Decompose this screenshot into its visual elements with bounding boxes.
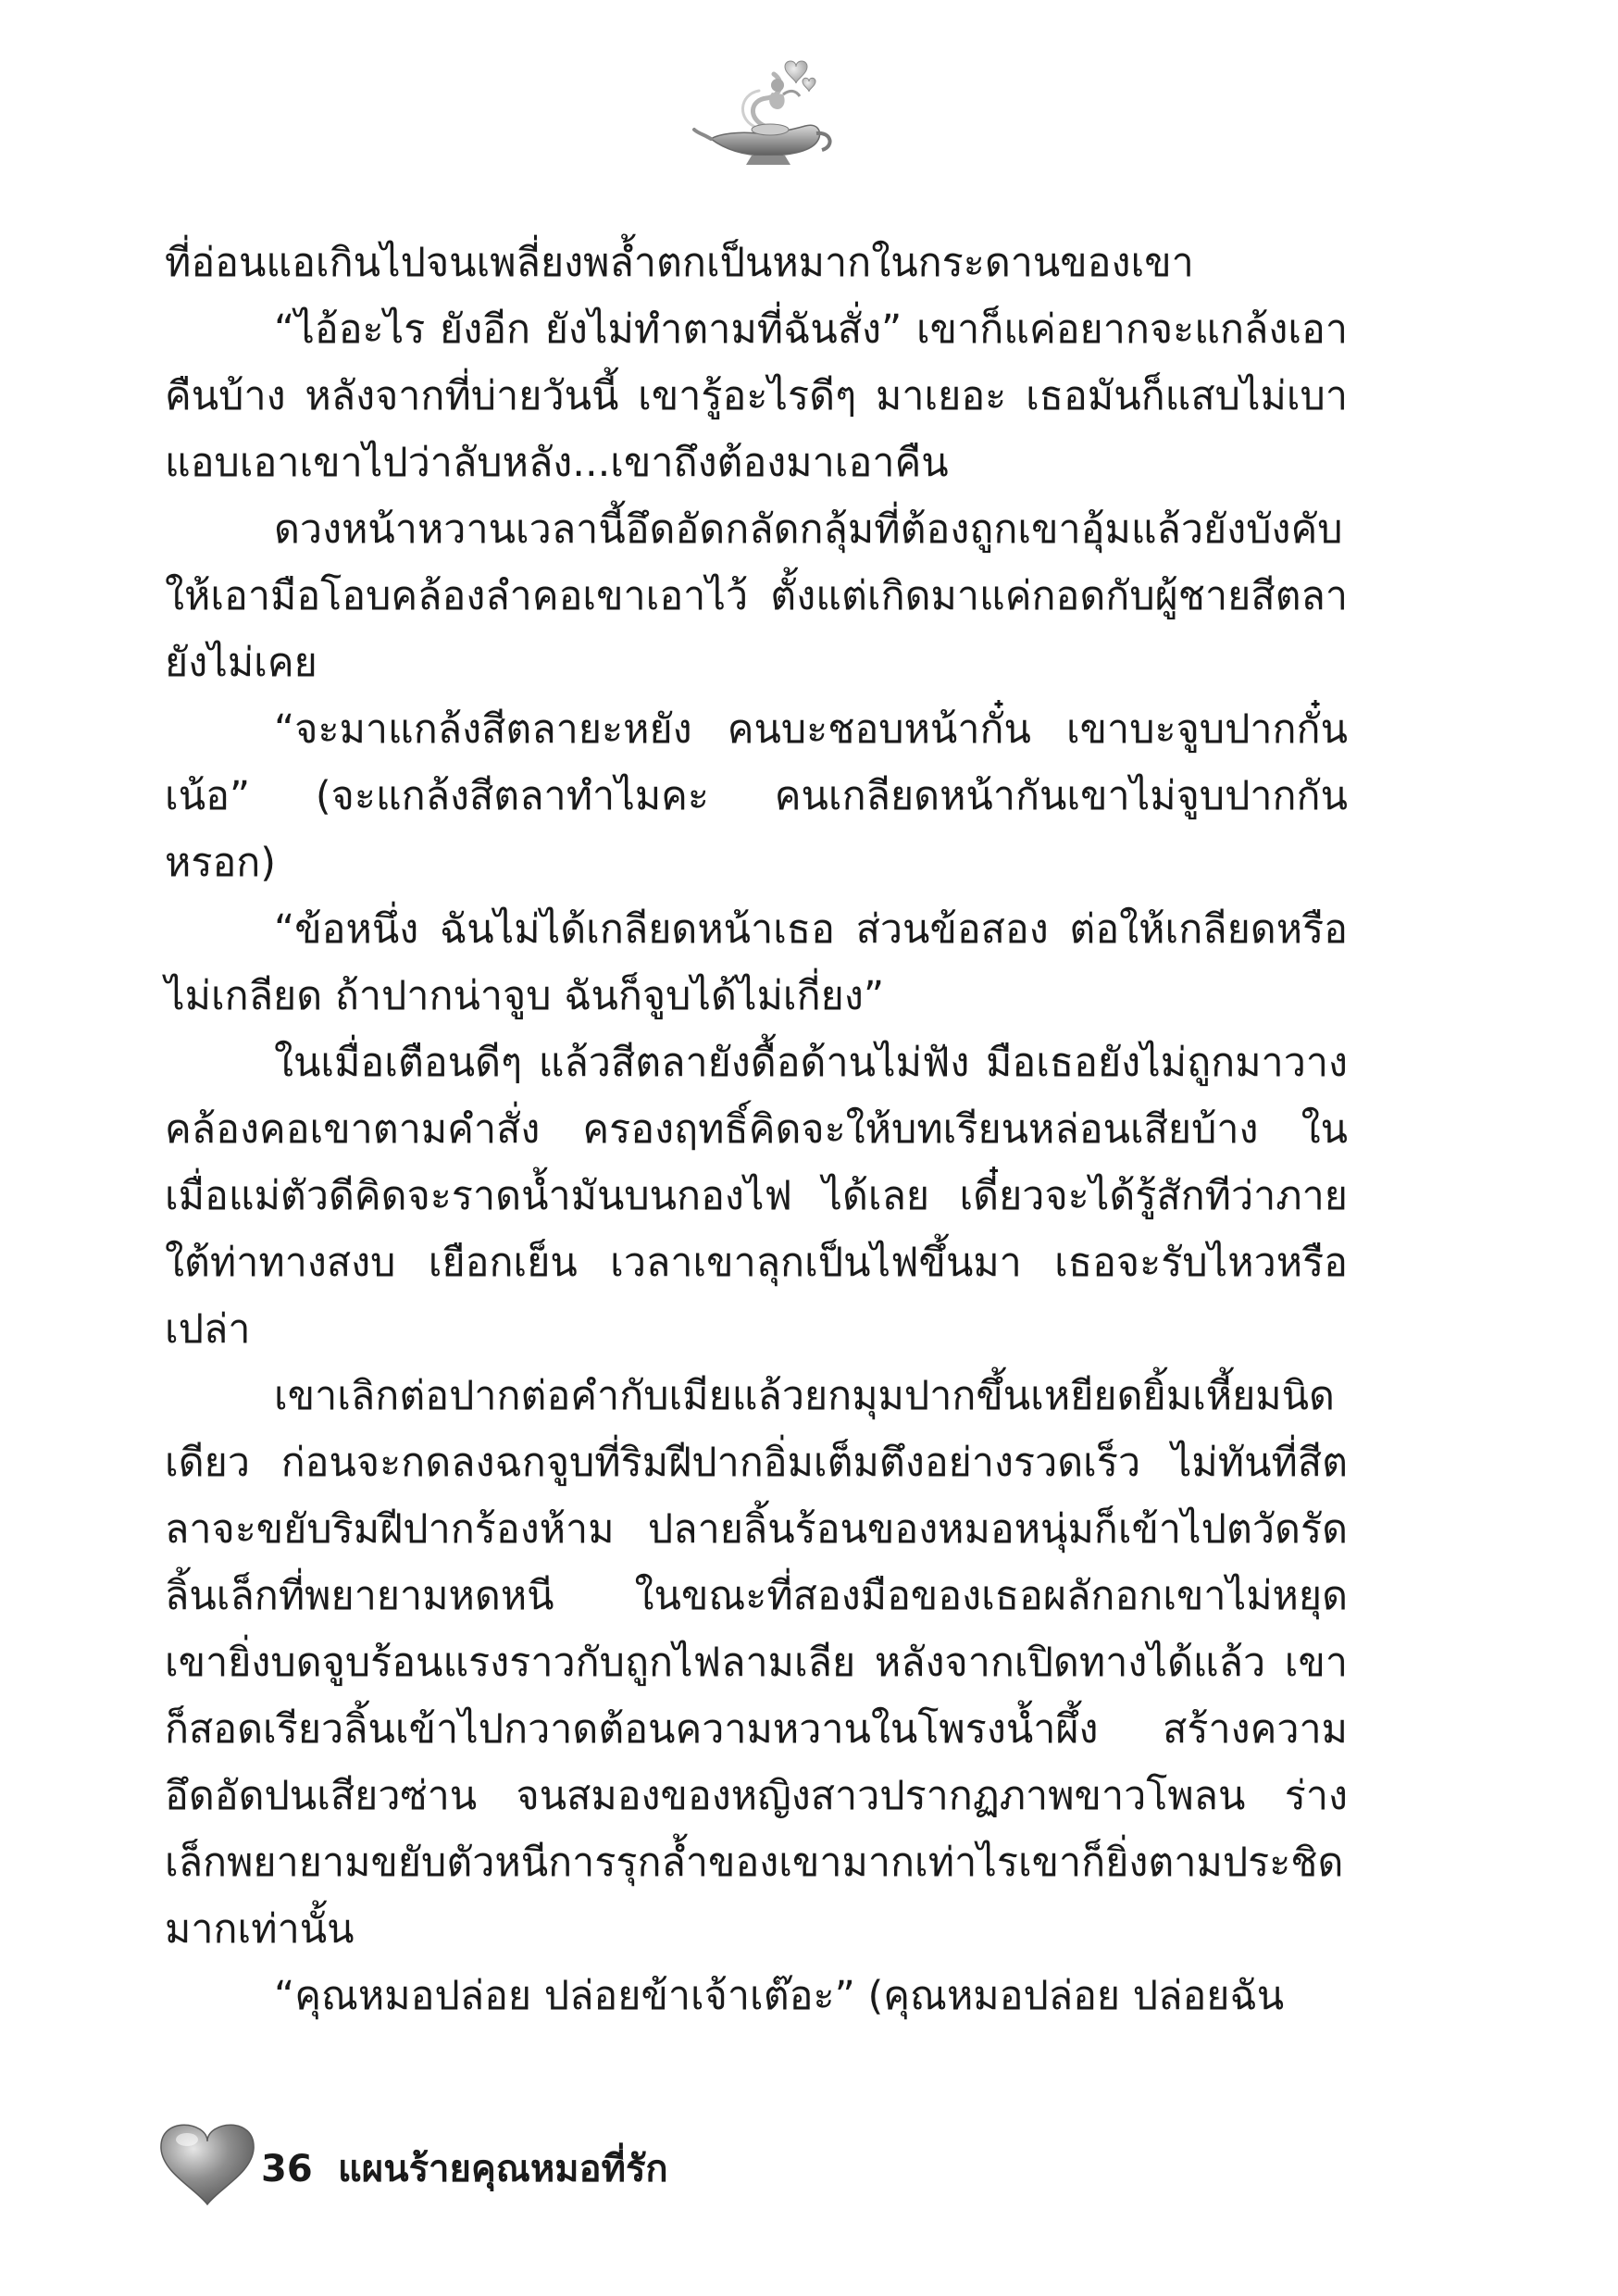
paragraph: ในเมื่อเตือนดีๆ แล้วสีตลายังดื้อด้านไม่ฟัง มือเธอยังไม่ถูกมาวางคล้องคอเขาตามคำสั่ง ครองฤทธิ์คิดจะให้บทเรียนหล่อนเสียบ้าง ในเมื่อแม่ตัวดีคิดจะราดน้ำมันบนกองไฟ ได้เลย เดี๋ยวจะได้รู้สักทีว่าภายใต้ท่าทางสงบ เยือกเย็น เวลาเขาลุกเป็นไฟขึ้นมา เธอจะรับไหวหรือเปล่า bbox=[165, 1040, 1348, 1353]
paragraph: ดวงหน้าหวานเวลานี้อึดอัดกลัดกลุ้มที่ต้องถูกเขาอุ้มแล้วยังบังคับให้เอามือโอบคล้องลำคอเขาเอาไว้ ตั้งแต่เกิดมาแค่กอดกับผู้ชายสีตลายังไม่เคย bbox=[165, 506, 1348, 686]
book-title: แผนร้ายคุณหมอที่รัก bbox=[338, 2148, 668, 2190]
page-footer bbox=[157, 2115, 990, 2227]
heart-icon bbox=[157, 2115, 257, 2208]
paragraph: “จะมาแกล้งสีตลายะหยัง คนบะชอบหน้ากั๋น เขาบะจูบปากกั๋นเน้อ” (จะแกล้งสีตลาทำไมคะ คนเกลียดหน้ากันเขาไม่จูบปากกันหรอก) bbox=[165, 706, 1348, 886]
paragraph: “ไอ้อะไร ยังอีก ยังไม่ทำตามที่ฉันสั่ง” เขาก็แค่อยากจะแกล้งเอาคืนบ้าง หลังจากที่บ่ายวันนี้ เขารู้อะไรดีๆ มาเยอะ เธอมันก็แสบไม่เบา แอบเอาเขาไปว่าลับหลัง...เขาถึงต้องมาเอาคืน bbox=[165, 306, 1348, 486]
genie-lamp-cupid-icon bbox=[692, 54, 840, 169]
paragraph: เขาเลิกต่อปากต่อคำกับเมียแล้วยกมุมปากขึ้นเหยียดยิ้มเหี้ยมนิดเดียว ก่อนจะกดลงฉกจูบที่ริมฝีปากอิ่มเต็มตึงอย่างรวดเร็ว ไม่ทันที่สีตลาจะขยับริมฝีปากร้องห้าม ปลายลิ้นร้อนของหมอหนุ่มก็เข้าไปตวัดรัดลิ้นเล็กที่พยายามหดหนี ในขณะที่สองมือของเธอผลักอกเขาไม่หยุด เขายิ่งบดจูบร้อนแรงราวกับถูกไฟลามเลีย หลังจากเปิดทางได้แล้ว เขาก็สอดเรียวลิ้นเข้าไปกวาดต้อนความหวานในโพรงน้ำผึ้ง สร้างความอึดอัดปนเสียวซ่าน จนสมองของหญิงสาวปรากฏภาพขาวโพลน ร่างเล็กพยายามขยับตัวหนีการรุกล้ำของเขามากเท่าไรเขาก็ยิ่งตามประชิดมากเท่านั้น bbox=[165, 1373, 1348, 1953]
paragraph: ที่อ่อนแอเกินไปจนเพลี่ยงพล้ำตกเป็นหมากในกระดานของเขา bbox=[165, 240, 1194, 286]
page-number: 36 bbox=[261, 2148, 313, 2190]
paragraph: “ข้อหนึ่ง ฉันไม่ได้เกลียดหน้าเธอ ส่วนข้อสอง ต่อให้เกลียดหรือไม่เกลียด ถ้าปากน่าจูบ ฉันก็จูบได้ไม่เกี่ยง” bbox=[165, 906, 1348, 1019]
body-text bbox=[165, 230, 1348, 2029]
paragraph: “คุณหมอปล่อย ปล่อยข้าเจ้าเต๊อะ” (คุณหมอปล่อย ปล่อยฉัน bbox=[274, 1973, 1285, 2019]
